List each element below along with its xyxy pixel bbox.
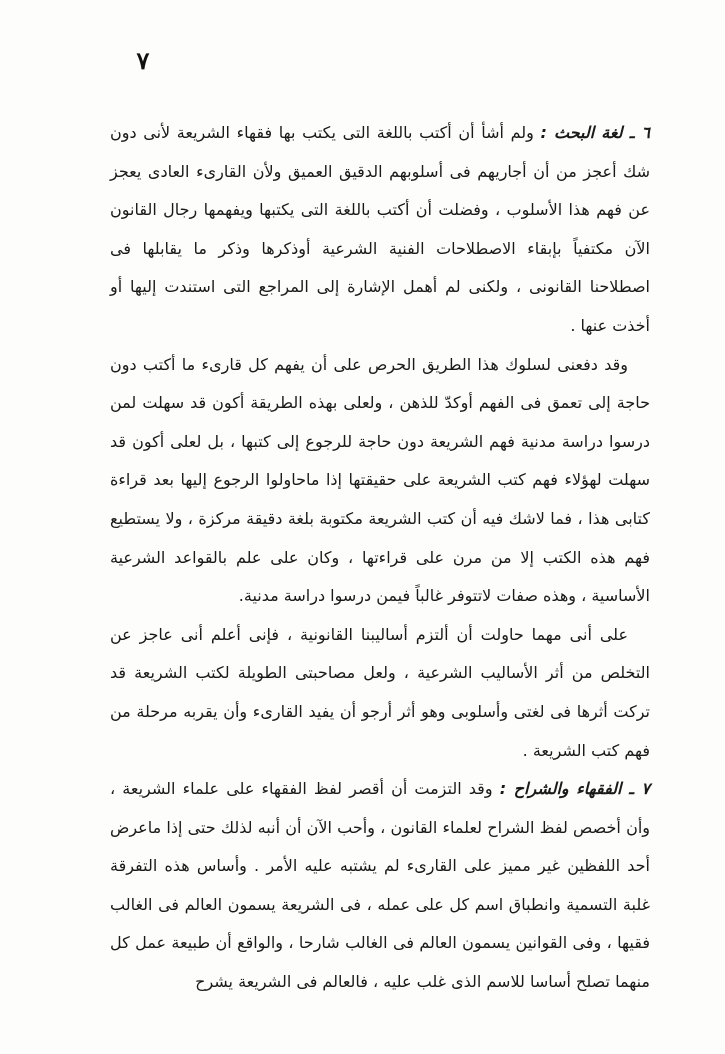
section-7-heading: ٧ ـ الفقهاء والشراح : [499,779,650,799]
paragraph-motivation [110,346,650,616]
section-7-text: وقد التزمت أن أقصر لفظ الفقهاء على علماء الشريعة ، وأن أخصص لفظ الشراح لعلماء القانون ، وأحب الآن أن أنبه لذلك حتى إذا ماعرض أحد اللفظين غير مميز على القارىء لم يشتبه عليه الأمر . وأساس هذه التفرقة غلبة التسمية وانطباق اسم كل على عمله ، فى الشريعة يسمون العالم فى الغالب فقيها ، وفى القوانين يسمون العالم فى الغالب شارحا ، والواقع أن طبيعة عمل كل منهما تصلح أساسا للاسم الذى غلب عليه ، فالعالم فى الشريعة يشرح [110,779,650,992]
section-6-paragraph [110,114,650,346]
body-text [110,114,650,1002]
section-6-heading: ٦ ـ لغة البحث : [540,123,650,142]
page-number: ٧ [136,46,150,75]
paragraph-motivation-text: وقد دفعنى لسلوك هذا الطريق الحرص على أن يفهم كل قارىء ما أكتب دون حاجة إلى تعمق فى الفهم أوكدّ للذهن ، ولعلى بهذه الطريقة أكون قد سهلت لمن درسوا دراسة مدنية فهم الشريعة دون حاجة للرجوع إلى كتبها ، بل لعلى أكون قد سهلت لهؤلاء فهم كتب الشريعة على حقيقتها إذا ماحاولوا الرجوع إليها بعد قراءة كتابى هذا ، فما لاشك فيه أن كتب الشريعة مكتوبة بلغة دقيقة مركزة ، ولا يستطيع فهم هذه الكتب إلا من مرن على قراءتها ، وكان على علم بالقواعد الشرعية الأساسية ، وهذه صفات لاتتوفر غالباً فيمن درسوا دراسة مدنية. [110,354,650,606]
paragraph-style [110,616,650,770]
section-7-paragraph [110,770,650,1002]
section-6-text: ولم أشأ أن أكتب باللغة التى يكتب بها فقهاء الشريعة لأنى دون شك أعجز من أن أجاريهم فى أسلوبهم الدقيق العميق ولأن القارىء العادى يعجز عن فهم هذا الأسلوب ، وفضلت أن أكتب باللغة التى يكتبها ويفهمها رجال القانون الآن مكتفياً بإبقاء الاصطلاحات الفنية الشرعية أوذكرها وذكر ما يقابلها فى اصطلاحنا القانونى ، ولكنى لم أهمل الإشارة إلى المراجع التى استندت إليها أو أخذت عنها . [110,123,650,335]
paragraph-style-text: على أنى مهما حاولت أن ألتزم أساليبنا القانونية ، فإنى أعلم أنى عاجز عن التخلص من أثر الأساليب الشرعية ، ولعل مصاحبتى الطويلة لكتب الشريعة قد تركت أثرها فى لغتى وأسلوبى وهو أثر أرجو أن يفيد القارىء وأن يقربه مرحلة من فهم كتب الشريعة . [110,624,650,760]
